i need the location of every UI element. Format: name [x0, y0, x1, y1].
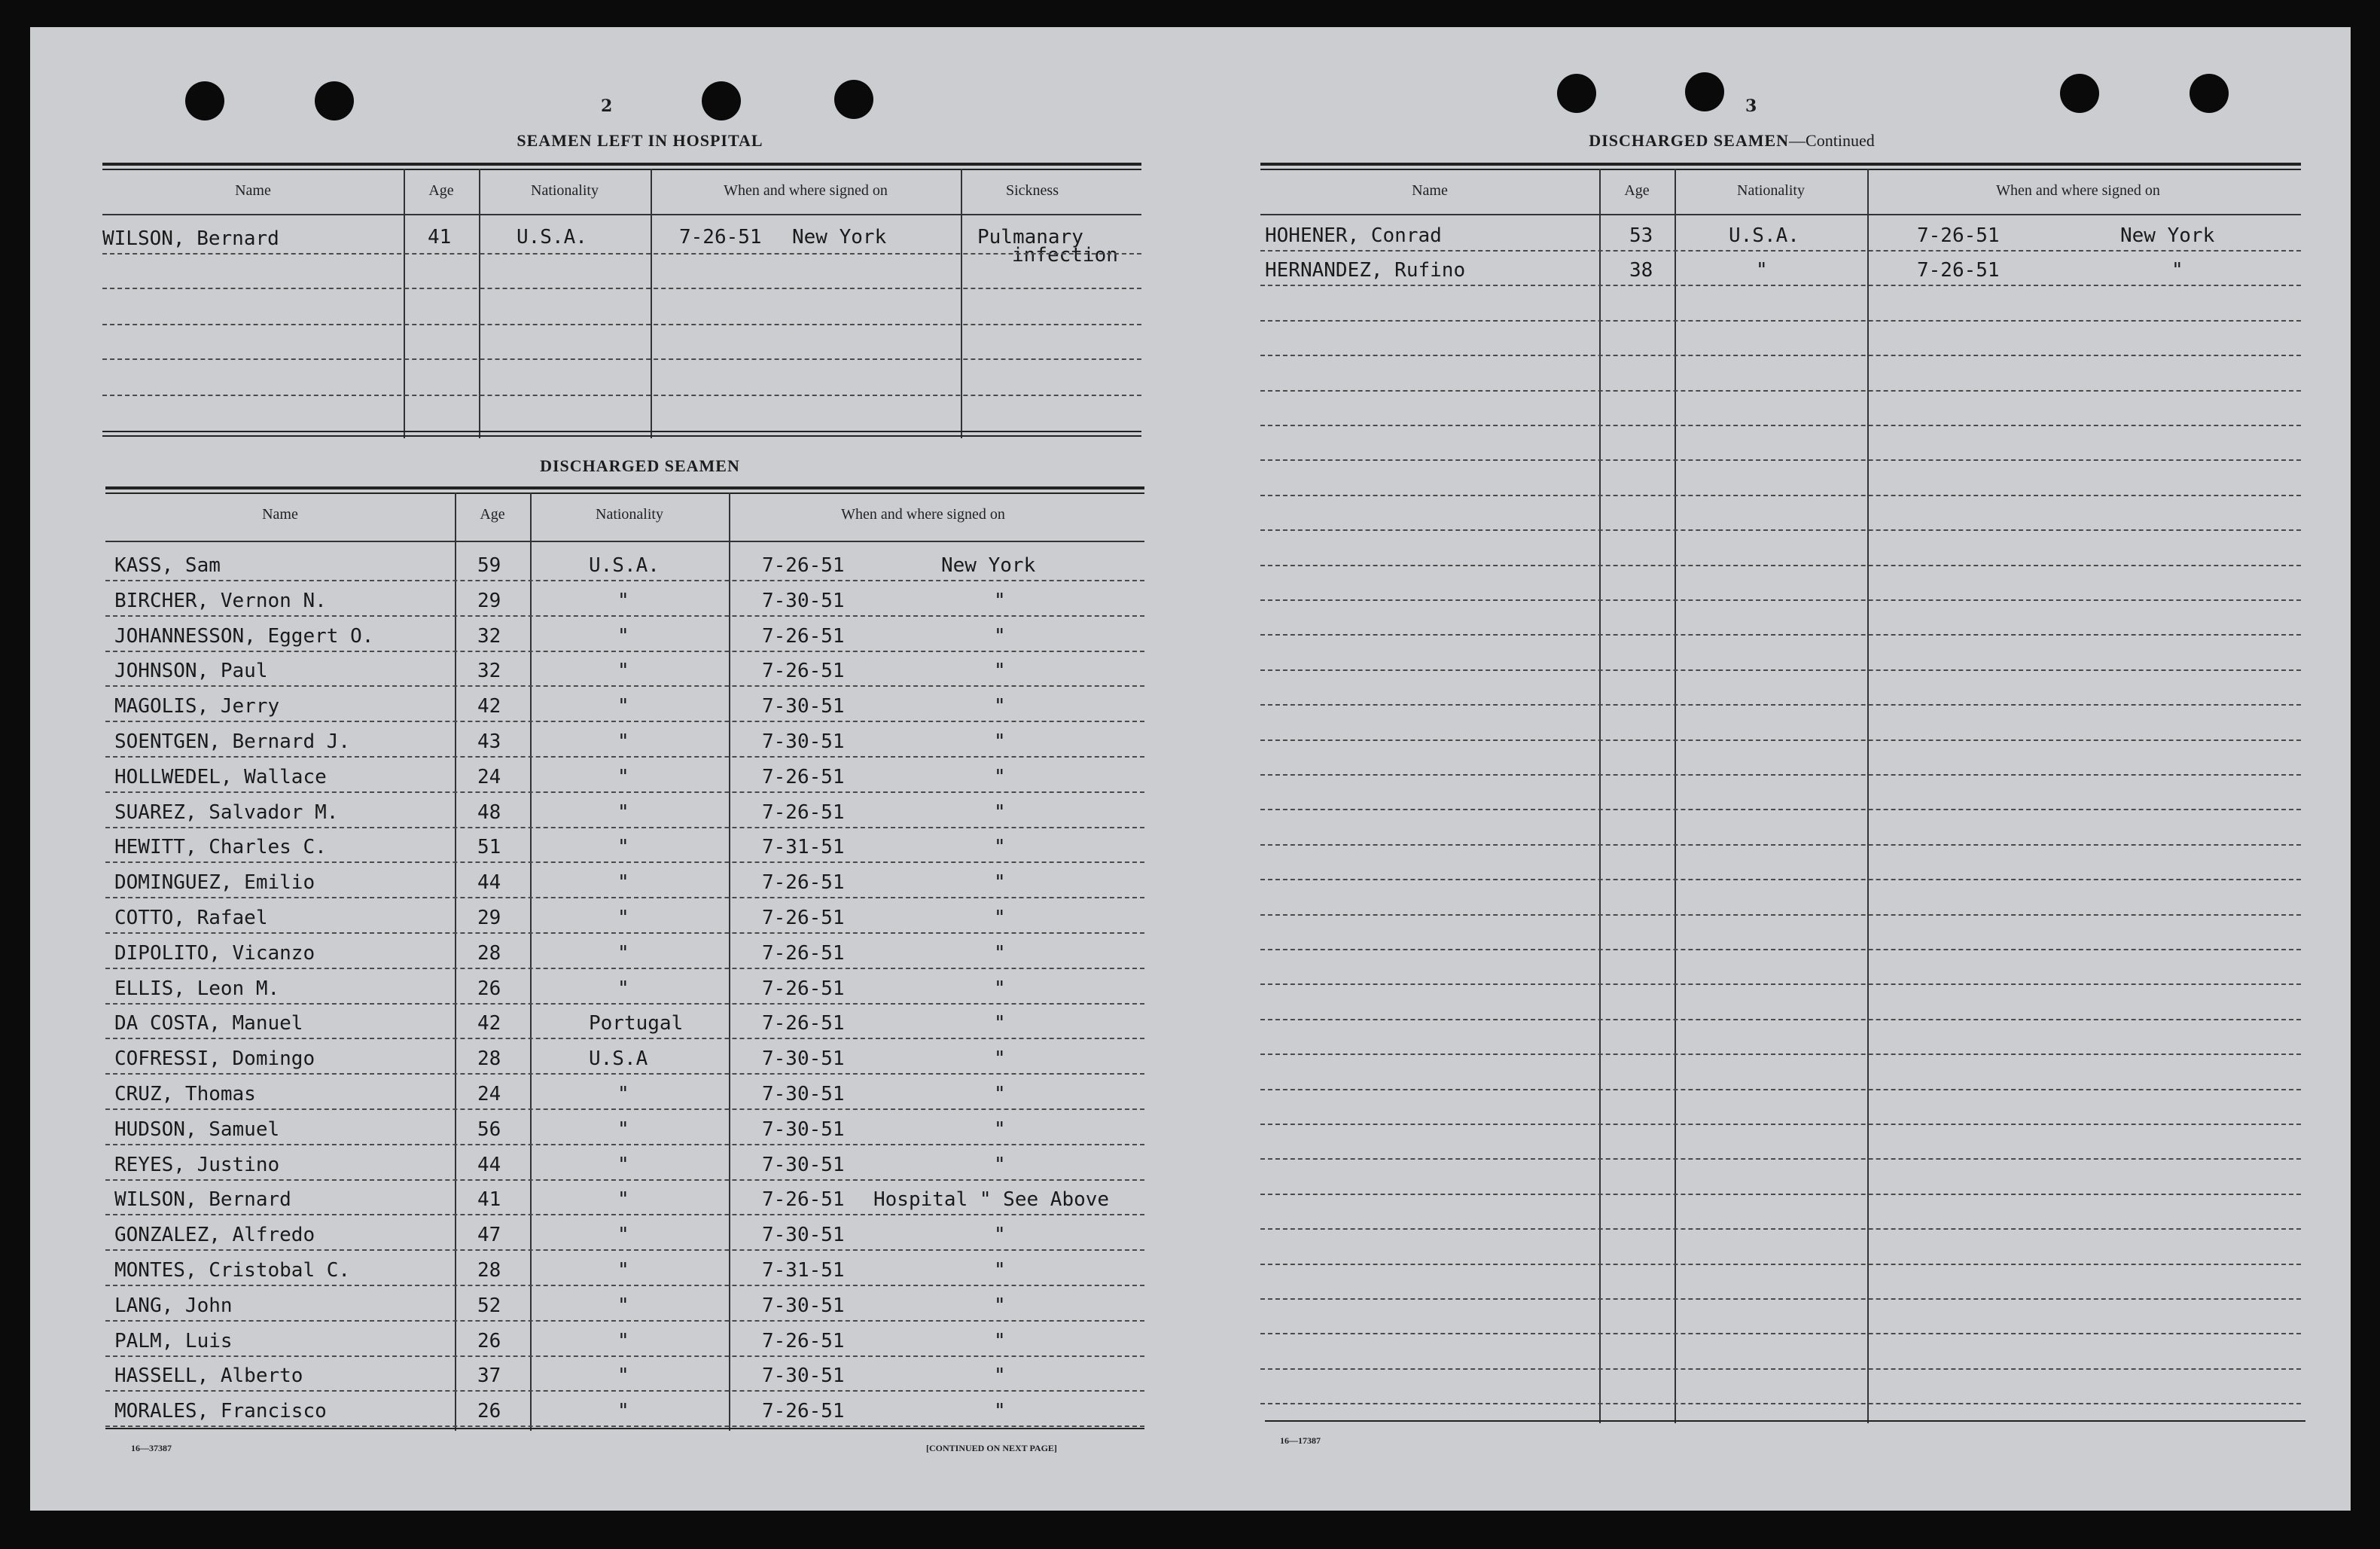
- discharged-row-name: REYES, Justino: [114, 1154, 280, 1176]
- discharged-row-place: ": [994, 1012, 1006, 1035]
- right-row-line: [1260, 250, 2301, 252]
- discharged-row-age: 42: [477, 695, 501, 718]
- discharged-row-place: Hospital " See Above: [873, 1188, 1110, 1211]
- right-vline: [1867, 169, 1869, 1423]
- discharged-row-name: JOHNSON, Paul: [114, 660, 268, 682]
- hospital-col-sickness: Sickness: [1006, 182, 1059, 199]
- right-row-line: [1260, 949, 2301, 950]
- hospital-col-nationality: Nationality: [531, 182, 599, 199]
- right-header-rule: [1260, 214, 2301, 215]
- discharged-vline: [530, 492, 532, 1431]
- discharged-row-line: [105, 1355, 1144, 1357]
- discharged-row-date: 7-30-51: [762, 695, 845, 718]
- right-row-line: [1260, 1333, 2301, 1334]
- hospital-col-age: Age: [428, 182, 454, 199]
- discharged-row-age: 26: [477, 977, 501, 1000]
- right-row-line: [1260, 599, 2301, 601]
- discharged-row-line: [105, 1108, 1144, 1110]
- discharged-row-line: [105, 1073, 1144, 1075]
- discharged-row-age: 47: [477, 1224, 501, 1246]
- discharged-row-date: 7-26-51: [762, 554, 845, 577]
- right-row-line: [1260, 425, 2301, 426]
- discharged-row-place: ": [994, 1224, 1006, 1246]
- discharged-row-name: PALM, Luis: [114, 1330, 233, 1352]
- discharged-row-nationality: ": [617, 1154, 629, 1176]
- hospital-row-line: [102, 253, 1141, 255]
- discharged-row-nationality: ": [617, 1259, 629, 1282]
- right-row-date: 7-26-51: [1917, 224, 2000, 247]
- discharged-row-date: 7-30-51: [762, 1118, 845, 1141]
- right-row-line: [1260, 914, 2301, 916]
- hospital-row-sickness: Pulmanary: [977, 226, 1083, 249]
- discharged-row-place: New York: [941, 554, 1036, 577]
- right-row-nationality: U.S.A.: [1729, 224, 1799, 247]
- discharged-row-age: 51: [477, 836, 501, 858]
- punch-hole: [2190, 74, 2229, 113]
- right-row-line: [1260, 809, 2301, 810]
- right-row-age: 38: [1629, 259, 1653, 282]
- discharged-row-name: WILSON, Bernard: [114, 1188, 291, 1211]
- right-row-name: HERNANDEZ, Rufino: [1265, 259, 1466, 282]
- discharged-row-age: 44: [477, 1154, 501, 1176]
- discharged-row-nationality: ": [617, 1083, 629, 1105]
- discharged-row-place: ": [994, 942, 1006, 965]
- discharged-row-age: 37: [477, 1365, 501, 1387]
- discharged-row-age: 26: [477, 1400, 501, 1422]
- right-row-line: [1260, 879, 2301, 880]
- right-top-rule-2: [1260, 169, 2301, 170]
- discharged-row-name: MORALES, Francisco: [114, 1400, 327, 1422]
- discharged-row-age: 28: [477, 942, 501, 965]
- discharged-row-nationality: ": [617, 1224, 629, 1246]
- discharged-row-name: COFRESSI, Domingo: [114, 1047, 315, 1070]
- discharged-row-name: BIRCHER, Vernon N.: [114, 590, 327, 612]
- hospital-top-rule: [102, 163, 1141, 166]
- discharged-row-age: 29: [477, 907, 501, 929]
- discharged-row-place: ": [994, 1259, 1006, 1282]
- right-row-line: [1260, 704, 2301, 706]
- discharged-row-line: [105, 1320, 1144, 1322]
- right-top-rule: [1260, 163, 2301, 166]
- punch-hole: [834, 80, 873, 119]
- discharged-row-line: [105, 791, 1144, 793]
- discharged-row-line: [105, 580, 1144, 581]
- right-row-line: [1260, 529, 2301, 531]
- hospital-bottom-rule-2: [102, 435, 1141, 437]
- punch-hole: [185, 81, 224, 120]
- discharged-row-age: 32: [477, 625, 501, 648]
- discharged-row-place: ": [994, 871, 1006, 894]
- discharged-row-age: 29: [477, 590, 501, 612]
- hospital-row-age: 41: [428, 226, 452, 249]
- discharged-row-name: DIPOLITO, Vicanzo: [114, 942, 315, 965]
- discharged-row-nationality: ": [617, 695, 629, 718]
- discharged-row-place: ": [994, 1083, 1006, 1105]
- discharged-row-name: HUDSON, Samuel: [114, 1118, 280, 1141]
- right-bottom-rule: [1265, 1420, 2305, 1422]
- discharged-section-title: DISCHARGED SEAMEN: [540, 456, 740, 475]
- discharged-row-line: [105, 861, 1144, 863]
- right-row-line: [1260, 1019, 2301, 1020]
- right-row-date: 7-26-51: [1917, 259, 2000, 282]
- hospital-vline: [961, 169, 962, 438]
- discharged-row-age: 28: [477, 1047, 501, 1070]
- discharged-row-name: LANG, John: [114, 1294, 233, 1317]
- discharged-row-date: 7-26-51: [762, 1188, 845, 1211]
- discharged-row-place: ": [994, 695, 1006, 718]
- discharged-row-age: 24: [477, 1083, 501, 1105]
- discharged-vline: [729, 492, 730, 1431]
- right-row-line: [1260, 459, 2301, 461]
- hospital-row-nationality: U.S.A.: [517, 226, 587, 249]
- discharged-row-name: DOMINGUEZ, Emilio: [114, 871, 315, 894]
- discharged-row-date: 7-26-51: [762, 871, 845, 894]
- discharged-row-age: 28: [477, 1259, 501, 1282]
- hospital-bottom-rule: [102, 431, 1141, 432]
- right-col-name: Name: [1412, 182, 1448, 199]
- punch-hole: [1557, 74, 1596, 113]
- hospital-vline: [651, 169, 652, 438]
- punch-hole: [1685, 72, 1724, 111]
- right-row-line: [1260, 844, 2301, 846]
- discharged-row-date: 7-30-51: [762, 1047, 845, 1070]
- right-row-age: 53: [1629, 224, 1653, 247]
- hospital-row-line: [102, 395, 1141, 396]
- discharged-row-name: COTTO, Rafael: [114, 907, 268, 929]
- right-row-line: [1260, 355, 2301, 356]
- discharged-row-name: HEWITT, Charles C.: [114, 836, 327, 858]
- discharged-row-nationality: ": [617, 1330, 629, 1352]
- discharged-row-age: 24: [477, 766, 501, 788]
- discharged-row-nationality: ": [617, 1400, 629, 1422]
- discharged-top-rule-2: [105, 492, 1144, 494]
- right-row-name: HOHENER, Conrad: [1265, 224, 1442, 247]
- hospital-row-place: New York: [792, 226, 887, 249]
- discharged-row-place: ": [994, 801, 1006, 824]
- right-row-line: [1260, 1368, 2301, 1370]
- discharged-row-nationality: ": [617, 801, 629, 824]
- discharged-row-date: 7-26-51: [762, 766, 845, 788]
- discharged-row-line: [105, 827, 1144, 828]
- discharged-row-date: 7-26-51: [762, 907, 845, 929]
- discharged-row-date: 7-26-51: [762, 625, 845, 648]
- discharged-row-age: 41: [477, 1188, 501, 1211]
- discharged-row-date: 7-30-51: [762, 1365, 845, 1387]
- right-row-line: [1260, 774, 2301, 776]
- hospital-row-line: [102, 358, 1141, 360]
- discharged-row-nationality: U.S.A: [589, 1047, 648, 1070]
- hospital-header-rule: [102, 214, 1141, 215]
- discharged-row-name: CRUZ, Thomas: [114, 1083, 256, 1105]
- discharged-row-nationality: ": [617, 836, 629, 858]
- discharged-row-age: 26: [477, 1330, 501, 1352]
- hospital-col-signed-on: When and where signed on: [724, 182, 888, 199]
- discharged-row-place: ": [994, 907, 1006, 929]
- discharged-col-name: Name: [262, 506, 298, 523]
- discharged-row-line: [105, 1214, 1144, 1215]
- right-row-line: [1260, 1194, 2301, 1195]
- discharged-row-line: [105, 685, 1144, 687]
- discharged-row-line: [105, 651, 1144, 652]
- discharged-row-date: 7-31-51: [762, 836, 845, 858]
- discharged-row-line: [105, 615, 1144, 617]
- hospital-row-line: [102, 324, 1141, 325]
- right-footer-form-number: 16—17387: [1280, 1435, 1321, 1446]
- discharged-row-line: [105, 1003, 1144, 1005]
- discharged-row-line: [105, 1144, 1144, 1145]
- discharged-row-place: ": [994, 836, 1006, 858]
- discharged-row-nationality: ": [617, 730, 629, 753]
- punch-hole: [315, 81, 354, 120]
- right-row-place: New York: [2120, 224, 2215, 247]
- discharged-col-signed-on: When and where signed on: [841, 506, 1005, 523]
- hospital-row-sickness-cont: infection: [1012, 244, 1118, 267]
- discharged-row-nationality: ": [617, 942, 629, 965]
- discharged-row-nationality: ": [617, 1118, 629, 1141]
- discharged-row-age: 42: [477, 1012, 501, 1035]
- discharged-row-nationality: U.S.A.: [589, 554, 660, 577]
- discharged-row-name: HASSELL, Alberto: [114, 1365, 303, 1387]
- discharged-row-name: KASS, Sam: [114, 554, 221, 577]
- right-row-line: [1260, 565, 2301, 566]
- discharged-row-name: MONTES, Cristobal C.: [114, 1259, 351, 1282]
- left-footer-continued: [CONTINUED ON NEXT PAGE]: [926, 1443, 1057, 1453]
- discharged-row-age: 52: [477, 1294, 501, 1317]
- discharged-row-line: [105, 721, 1144, 722]
- discharged-row-date: 7-30-51: [762, 1083, 845, 1105]
- discharged-row-name: HOLLWEDEL, Wallace: [114, 766, 327, 788]
- discharged-row-name: SOENTGEN, Bernard J.: [114, 730, 351, 753]
- discharged-row-date: 7-30-51: [762, 590, 845, 612]
- discharged-row-name: JOHANNESSON, Eggert O.: [114, 625, 374, 648]
- right-vline: [1675, 169, 1676, 1423]
- discharged-row-nationality: ": [617, 766, 629, 788]
- right-row-line: [1260, 1054, 2301, 1055]
- discharged-row-place: ": [994, 1118, 1006, 1141]
- right-row-line: [1260, 1228, 2301, 1230]
- discharged-row-nationality: ": [617, 871, 629, 894]
- discharged-row-place: ": [994, 1400, 1006, 1422]
- discharged-row-place: ": [994, 1330, 1006, 1352]
- discharged-row-date: 7-26-51: [762, 942, 845, 965]
- discharged-row-place: ": [994, 1365, 1006, 1387]
- right-page-number: 3: [1745, 96, 1757, 116]
- discharged-col-nationality: Nationality: [596, 506, 663, 523]
- discharged-row-date: 7-26-51: [762, 977, 845, 1000]
- discharged-header-rule: [105, 541, 1144, 542]
- right-row-line: [1260, 983, 2301, 985]
- discharged-row-line: [105, 1285, 1144, 1286]
- discharged-row-place: ": [994, 1047, 1006, 1070]
- right-row-line: [1260, 390, 2301, 392]
- discharged-row-place: ": [994, 625, 1006, 648]
- right-col-age: Age: [1624, 182, 1650, 199]
- discharged-row-name: ELLIS, Leon M.: [114, 977, 280, 1000]
- discharged-row-nationality: ": [617, 907, 629, 929]
- document-sheet: [30, 27, 2351, 1511]
- right-row-line: [1260, 1403, 2301, 1404]
- discharged-row-place: ": [994, 766, 1006, 788]
- discharged-row-age: 56: [477, 1118, 501, 1141]
- right-row-line: [1260, 1124, 2301, 1125]
- right-vline: [1599, 169, 1601, 1423]
- discharged-row-place: ": [994, 590, 1006, 612]
- discharged-row-date: 7-30-51: [762, 1294, 845, 1317]
- right-row-nationality: ": [1756, 259, 1768, 282]
- right-row-line: [1260, 495, 2301, 496]
- discharged-row-place: ": [994, 977, 1006, 1000]
- hospital-vline: [479, 169, 480, 438]
- discharged-row-date: 7-30-51: [762, 1154, 845, 1176]
- discharged-row-nationality: ": [617, 977, 629, 1000]
- discharged-row-line: [105, 1426, 1144, 1427]
- discharged-row-place: ": [994, 660, 1006, 682]
- discharged-row-date: 7-26-51: [762, 1400, 845, 1422]
- hospital-top-rule-2: [102, 169, 1141, 170]
- discharged-cont-title-main: DISCHARGED SEAMEN: [1589, 131, 1790, 150]
- discharged-row-date: 7-31-51: [762, 1259, 845, 1282]
- discharged-cont-title: [1521, 131, 1943, 151]
- discharged-row-line: [105, 968, 1144, 969]
- discharged-row-line: [105, 897, 1144, 898]
- discharged-row-date: 7-26-51: [762, 1330, 845, 1352]
- discharged-vline: [455, 492, 456, 1431]
- discharged-row-place: ": [994, 1154, 1006, 1176]
- right-row-line: [1260, 320, 2301, 322]
- discharged-row-name: SUAREZ, Salvador M.: [114, 801, 339, 824]
- discharged-row-date: 7-30-51: [762, 1224, 845, 1246]
- discharged-bottom-rule: [105, 1428, 1144, 1429]
- discharged-row-line: [105, 1249, 1144, 1251]
- discharged-row-name: GONZALEZ, Alfredo: [114, 1224, 315, 1246]
- punch-hole: [2060, 74, 2099, 113]
- discharged-row-age: 44: [477, 871, 501, 894]
- right-row-line: [1260, 634, 2301, 636]
- discharged-row-line: [105, 932, 1144, 934]
- right-row-line: [1260, 739, 2301, 741]
- right-row-line: [1260, 669, 2301, 671]
- left-footer-form-number: 16—37387: [131, 1443, 172, 1453]
- discharged-row-name: DA COSTA, Manuel: [114, 1012, 303, 1035]
- right-col-nationality: Nationality: [1737, 182, 1805, 199]
- hospital-row-name: WILSON, Bernard: [102, 227, 279, 250]
- hospital-col-name: Name: [235, 182, 271, 199]
- hospital-section-title: SEAMEN LEFT IN HOSPITAL: [517, 131, 763, 150]
- right-col-signed-on: When and where signed on: [1996, 182, 2160, 199]
- discharged-row-date: 7-26-51: [762, 1012, 845, 1035]
- left-page-number: 2: [601, 96, 613, 116]
- discharged-row-nationality: ": [617, 1188, 629, 1211]
- discharged-row-date: 7-30-51: [762, 730, 845, 753]
- discharged-cont-title-suffix: —Continued: [1789, 131, 1875, 150]
- hospital-row-line: [102, 288, 1141, 289]
- discharged-row-line: [105, 1179, 1144, 1181]
- right-row-line: [1260, 1089, 2301, 1090]
- right-row-line: [1260, 1158, 2301, 1160]
- discharged-row-age: 32: [477, 660, 501, 682]
- hospital-row-date: 7-26-51: [679, 226, 762, 249]
- discharged-row-place: ": [994, 1294, 1006, 1317]
- discharged-row-nationality: ": [617, 660, 629, 682]
- discharged-row-nationality: ": [617, 1294, 629, 1317]
- discharged-row-nationality: ": [617, 590, 629, 612]
- discharged-row-nationality: ": [617, 625, 629, 648]
- discharged-row-age: 59: [477, 554, 501, 577]
- discharged-row-age: 48: [477, 801, 501, 824]
- right-row-line: [1260, 1264, 2301, 1265]
- discharged-row-nationality: Portugal: [589, 1012, 684, 1035]
- right-row-line: [1260, 1298, 2301, 1300]
- discharged-col-age: Age: [480, 506, 505, 523]
- right-row-line: [1260, 285, 2301, 286]
- punch-hole: [702, 81, 741, 120]
- discharged-row-line: [105, 1038, 1144, 1039]
- discharged-row-date: 7-26-51: [762, 801, 845, 824]
- discharged-row-line: [105, 1390, 1144, 1392]
- discharged-row-line: [105, 756, 1144, 758]
- discharged-top-rule: [105, 486, 1144, 489]
- discharged-row-place: ": [994, 730, 1006, 753]
- right-row-place: ": [2171, 259, 2183, 282]
- hospital-vline: [404, 169, 405, 438]
- discharged-row-nationality: ": [617, 1365, 629, 1387]
- discharged-row-age: 43: [477, 730, 501, 753]
- discharged-row-date: 7-26-51: [762, 660, 845, 682]
- discharged-row-name: MAGOLIS, Jerry: [114, 695, 280, 718]
